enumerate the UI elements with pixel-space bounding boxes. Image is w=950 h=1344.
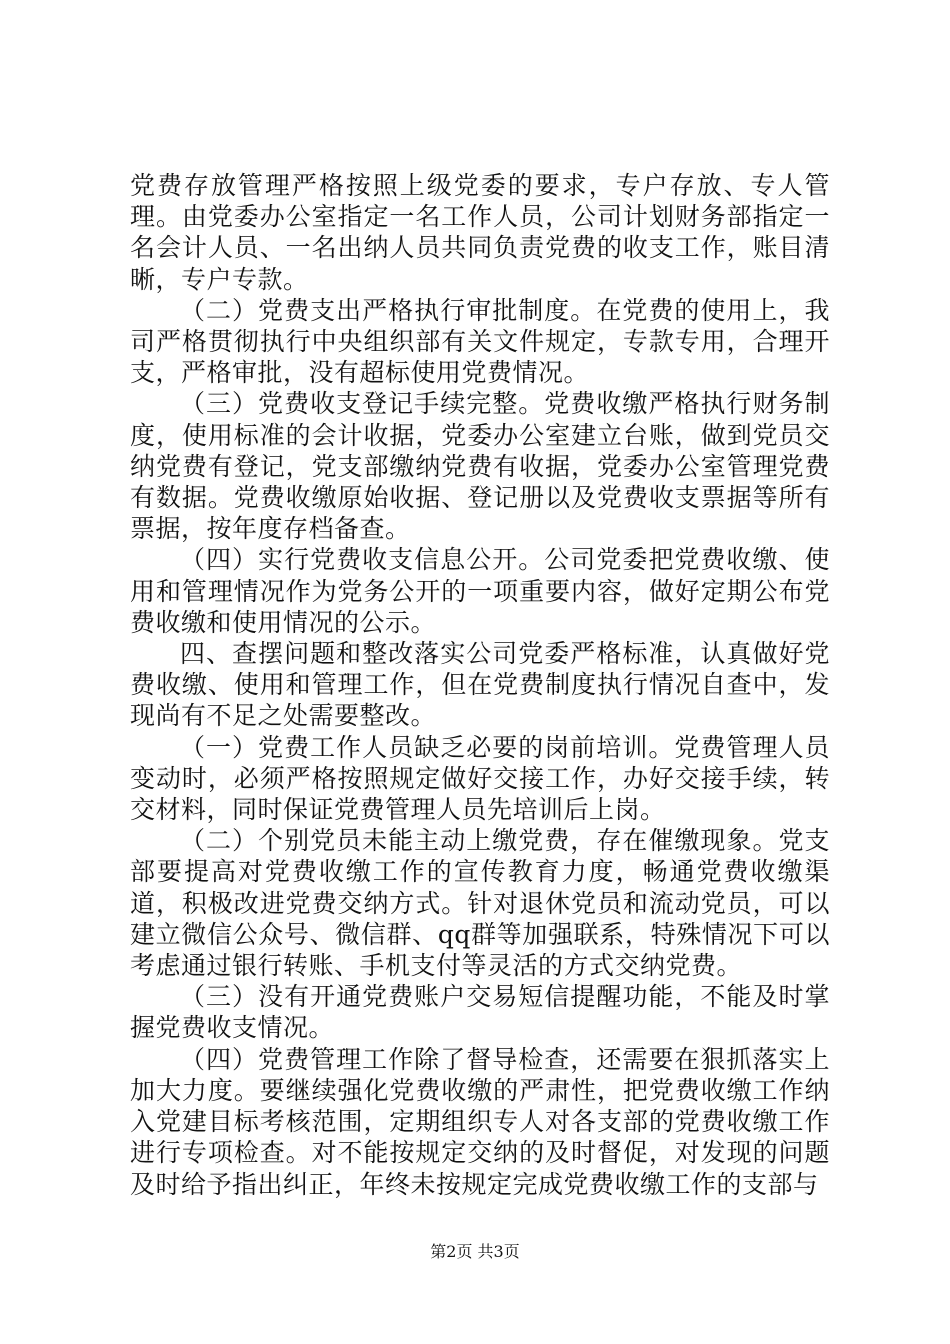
page-footer: [0, 1242, 950, 1262]
paragraph: （三）没有开通党费账户交易短信提醒功能，不能及时掌握党费收支情况。: [130, 982, 830, 1043]
paragraph: （四）党费管理工作除了督导检查，还需要在狠抓落实上加大力度。要继续强化党费收缴的严肃性，把党费收缴工作纳入党建目标考核范围，定期组织专人对各支部的党费收缴工作进行专项检查。对不能按规定交纳的及时督促，对发现的问题及时给予指出纠正，年终未按规定完成党费收缴工作的支部与: [130, 1044, 830, 1199]
page-number-label: 第2页 共3页: [430, 1242, 520, 1261]
paragraph: 四、查摆问题和整改落实公司党委严格标准，认真做好党费收缴、使用和管理工作，但在党费制度执行情况自查中，发现尚有不足之处需要整改。: [130, 639, 830, 731]
paragraph: （三）党费收支登记手续完整。党费收缴严格执行财务制度，使用标准的会计收据，党委办公室建立台账，做到党员交纳党费有登记，党支部缴纳党费有收据，党委办公室管理党费有数据。党费收缴原始收据、登记册以及党费收支票据等所有票据，按年度存档备查。: [130, 389, 830, 544]
paragraph: （一）党费工作人员缺乏必要的岗前培训。党费管理人员变动时，必须严格按照规定做好交接工作，办好交接手续，转交材料，同时保证党费管理人员先培训后上岗。: [130, 732, 830, 825]
paragraph: 党费存放管理严格按照上级党委的要求，专户存放、专人管理。由党委办公室指定一名工作人员，公司计划财务部指定一名会计人员、一名出纳人员共同负责党费的收支工作，账目清晰，专户专款。: [130, 171, 830, 294]
document-body: [130, 170, 830, 1200]
paragraph: （二）个别党员未能主动上缴党费，存在催缴现象。党支部要提高对党费收缴工作的宣传教育力度，畅通党费收缴渠道，积极改进党费交纳方式。针对退休党员和流动党员，可以建立微信公众号、微信群、qq群等加强联系，特殊情况下可以考虑通过银行转账、手机支付等灵活的方式交纳党费。: [130, 826, 830, 981]
paragraph: （四）实行党费收支信息公开。公司党委把党费收缴、使用和管理情况作为党务公开的一项重要内容，做好定期公布党费收缴和使用情况的公示。: [130, 545, 830, 637]
paragraph: （二）党费支出严格执行审批制度。在党费的使用上，我司严格贯彻执行中央组织部有关文件规定，专款专用，合理开支，严格审批，没有超标使用党费情况。: [130, 295, 830, 388]
